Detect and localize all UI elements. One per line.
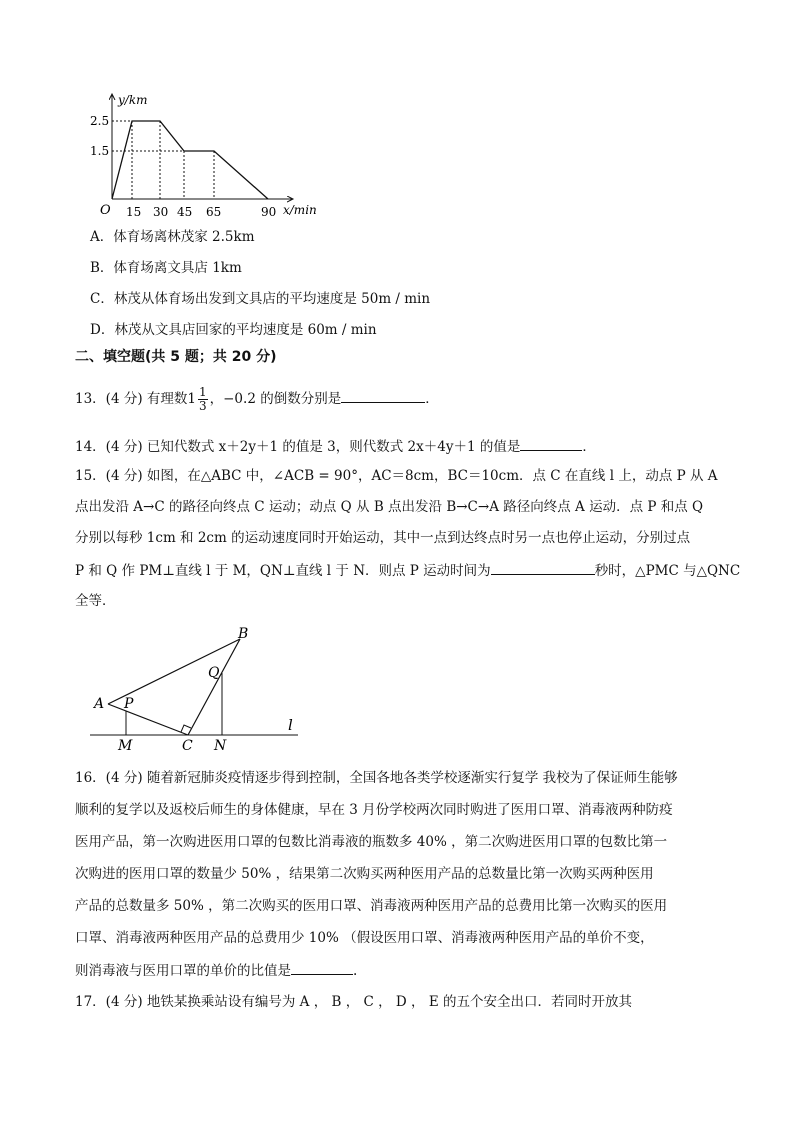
option-text: 体育场离林茂家 2.5km — [113, 229, 255, 245]
x-tick-15: 15 — [126, 205, 142, 219]
segment-bc — [188, 639, 240, 735]
q13-end: ． — [425, 391, 439, 407]
question-16-line-6: 口罩、消毒液两种医用产品的总费用少 10% （假设医用口罩、消毒液两种医用产品的单价不变， — [75, 930, 654, 946]
option-d — [90, 320, 377, 340]
question-16-line-7 — [75, 960, 357, 981]
question-14 — [75, 436, 596, 457]
label-n: N — [214, 738, 227, 754]
q15-text-b: 秒时，△PMC 与△QNC — [594, 563, 741, 579]
fraction — [198, 386, 208, 413]
label-c: C — [182, 738, 193, 754]
x-tick-30: 30 — [153, 205, 169, 219]
option-text: 体育场离文具店 1km — [113, 260, 242, 276]
question-16-line-2: 顺利的复学以及返校后师生的身体健康，早在 3 月份学校两次同时购进了医用口罩、消毒液两种防疫 — [75, 802, 673, 818]
label-m: M — [118, 738, 133, 754]
label-p: P — [124, 696, 134, 712]
question-15-line-1: 15．(4 分) 如图，在△ABC 中，∠ACB = 90°，AC＝8cm，BC＝10cm．点 C 在直线 l 上，动点 P 从 A — [75, 468, 718, 484]
x-tick-65: 65 — [206, 205, 222, 219]
label-b: B — [238, 626, 249, 642]
q16-text: 则消毒液与医用口罩的单价的比值是 — [75, 963, 291, 979]
label-q: Q — [208, 665, 220, 681]
option-text: 林茂从文具店回家的平均速度是 60m / min — [114, 322, 377, 338]
label-a: A — [94, 696, 105, 712]
option-letter: D． — [90, 322, 115, 338]
answer-blank[interactable] — [520, 436, 582, 451]
question-16-line-4: 次购进的医用口罩的数量少 50% ，结果第二次购买两种医用产品的总数量比第一次购买两种医用 — [75, 866, 654, 882]
option-b — [90, 258, 242, 278]
question-16-line-1: 16．(4 分) 随着新冠肺炎疫情逐步得到控制，全国各地各类学校逐渐实行复学 我校为了保证师生能够 — [75, 770, 678, 786]
x-axis-label: x/min — [283, 203, 317, 217]
question-13 — [75, 386, 439, 413]
mixed-number-whole: 1 — [187, 391, 196, 407]
fraction-numerator: 1 — [198, 385, 207, 399]
segment-ac — [108, 704, 188, 735]
y-tick-1-5: 1.5 — [90, 144, 110, 158]
option-letter: A． — [90, 229, 114, 245]
right-angle-mark — [181, 725, 191, 732]
question-15-line-4 — [75, 560, 740, 581]
question-17-line-1: 17．(4 分) 地铁某换乘站设有编号为 A ， B ， C ， D ， E 的五个安全出口．若同时开放其 — [75, 994, 632, 1010]
q13-prefix: 13．(4 分) 有理数 — [75, 391, 188, 407]
q14-end: ． — [582, 439, 596, 455]
option-letter: C． — [90, 291, 114, 307]
triangle-figure — [88, 622, 318, 754]
segment-ab — [108, 639, 240, 704]
q16-end: . — [353, 963, 358, 979]
option-letter: B． — [90, 260, 114, 276]
guide-lines — [112, 121, 214, 199]
option-c — [90, 289, 430, 309]
question-15-line-2: 点出发沿 A→C 的路径向终点 C 运动；动点 Q 从 B 点出发沿 B→C→A 路径向终点 A 运动．点 P 和点 Q — [75, 499, 704, 515]
question-16-line-3: 医用产品，第一次购进医用口罩的包数比消毒液的瓶数多 40% ，第二次购进医用口罩的包数比第一 — [75, 834, 668, 850]
q14-text: 14．(4 分) 已知代数式 x＋2y＋1 的值是 3，则代数式 2x＋4y＋1 的值是 — [75, 439, 521, 455]
q15-text-a: P 和 Q 作 PM⊥直线 l 于 M，QN⊥直线 l 于 N．则点 P 运动时间为 — [75, 563, 491, 579]
distance-line — [112, 121, 268, 199]
x-tick-45: 45 — [177, 205, 193, 219]
distance-time-graph — [88, 88, 328, 220]
question-15-line-5: 全等． — [75, 593, 116, 609]
option-a — [90, 227, 255, 247]
question-15-line-3: 分别以每秒 1cm 和 2cm 的运动速度同时开始运动，其中一点到达终点时另一点也停止运动，分别过点 — [75, 530, 691, 546]
answer-blank[interactable] — [341, 388, 425, 403]
question-16-line-5: 产品的总数量多 50% ，第二次购买的医用口罩、消毒液两种医用产品的总费用比第一次购买的医用 — [75, 898, 668, 914]
section-heading: 二、填空题(共 5 题；共 20 分) — [75, 349, 277, 365]
y-tick-2-5: 2.5 — [90, 114, 110, 128]
origin-label: O — [100, 203, 111, 218]
q13-middle: ，−0.2 的倒数分别是 — [209, 391, 342, 407]
x-tick-90: 90 — [261, 205, 277, 219]
answer-blank[interactable] — [291, 960, 353, 975]
label-l: l — [288, 716, 293, 734]
answer-blank[interactable] — [491, 560, 595, 575]
y-axis-label: y/km — [118, 93, 148, 107]
fraction-denominator: 3 — [198, 399, 207, 413]
option-text: 林茂从体育场出发到文具店的平均速度是 50m / min — [113, 291, 431, 307]
